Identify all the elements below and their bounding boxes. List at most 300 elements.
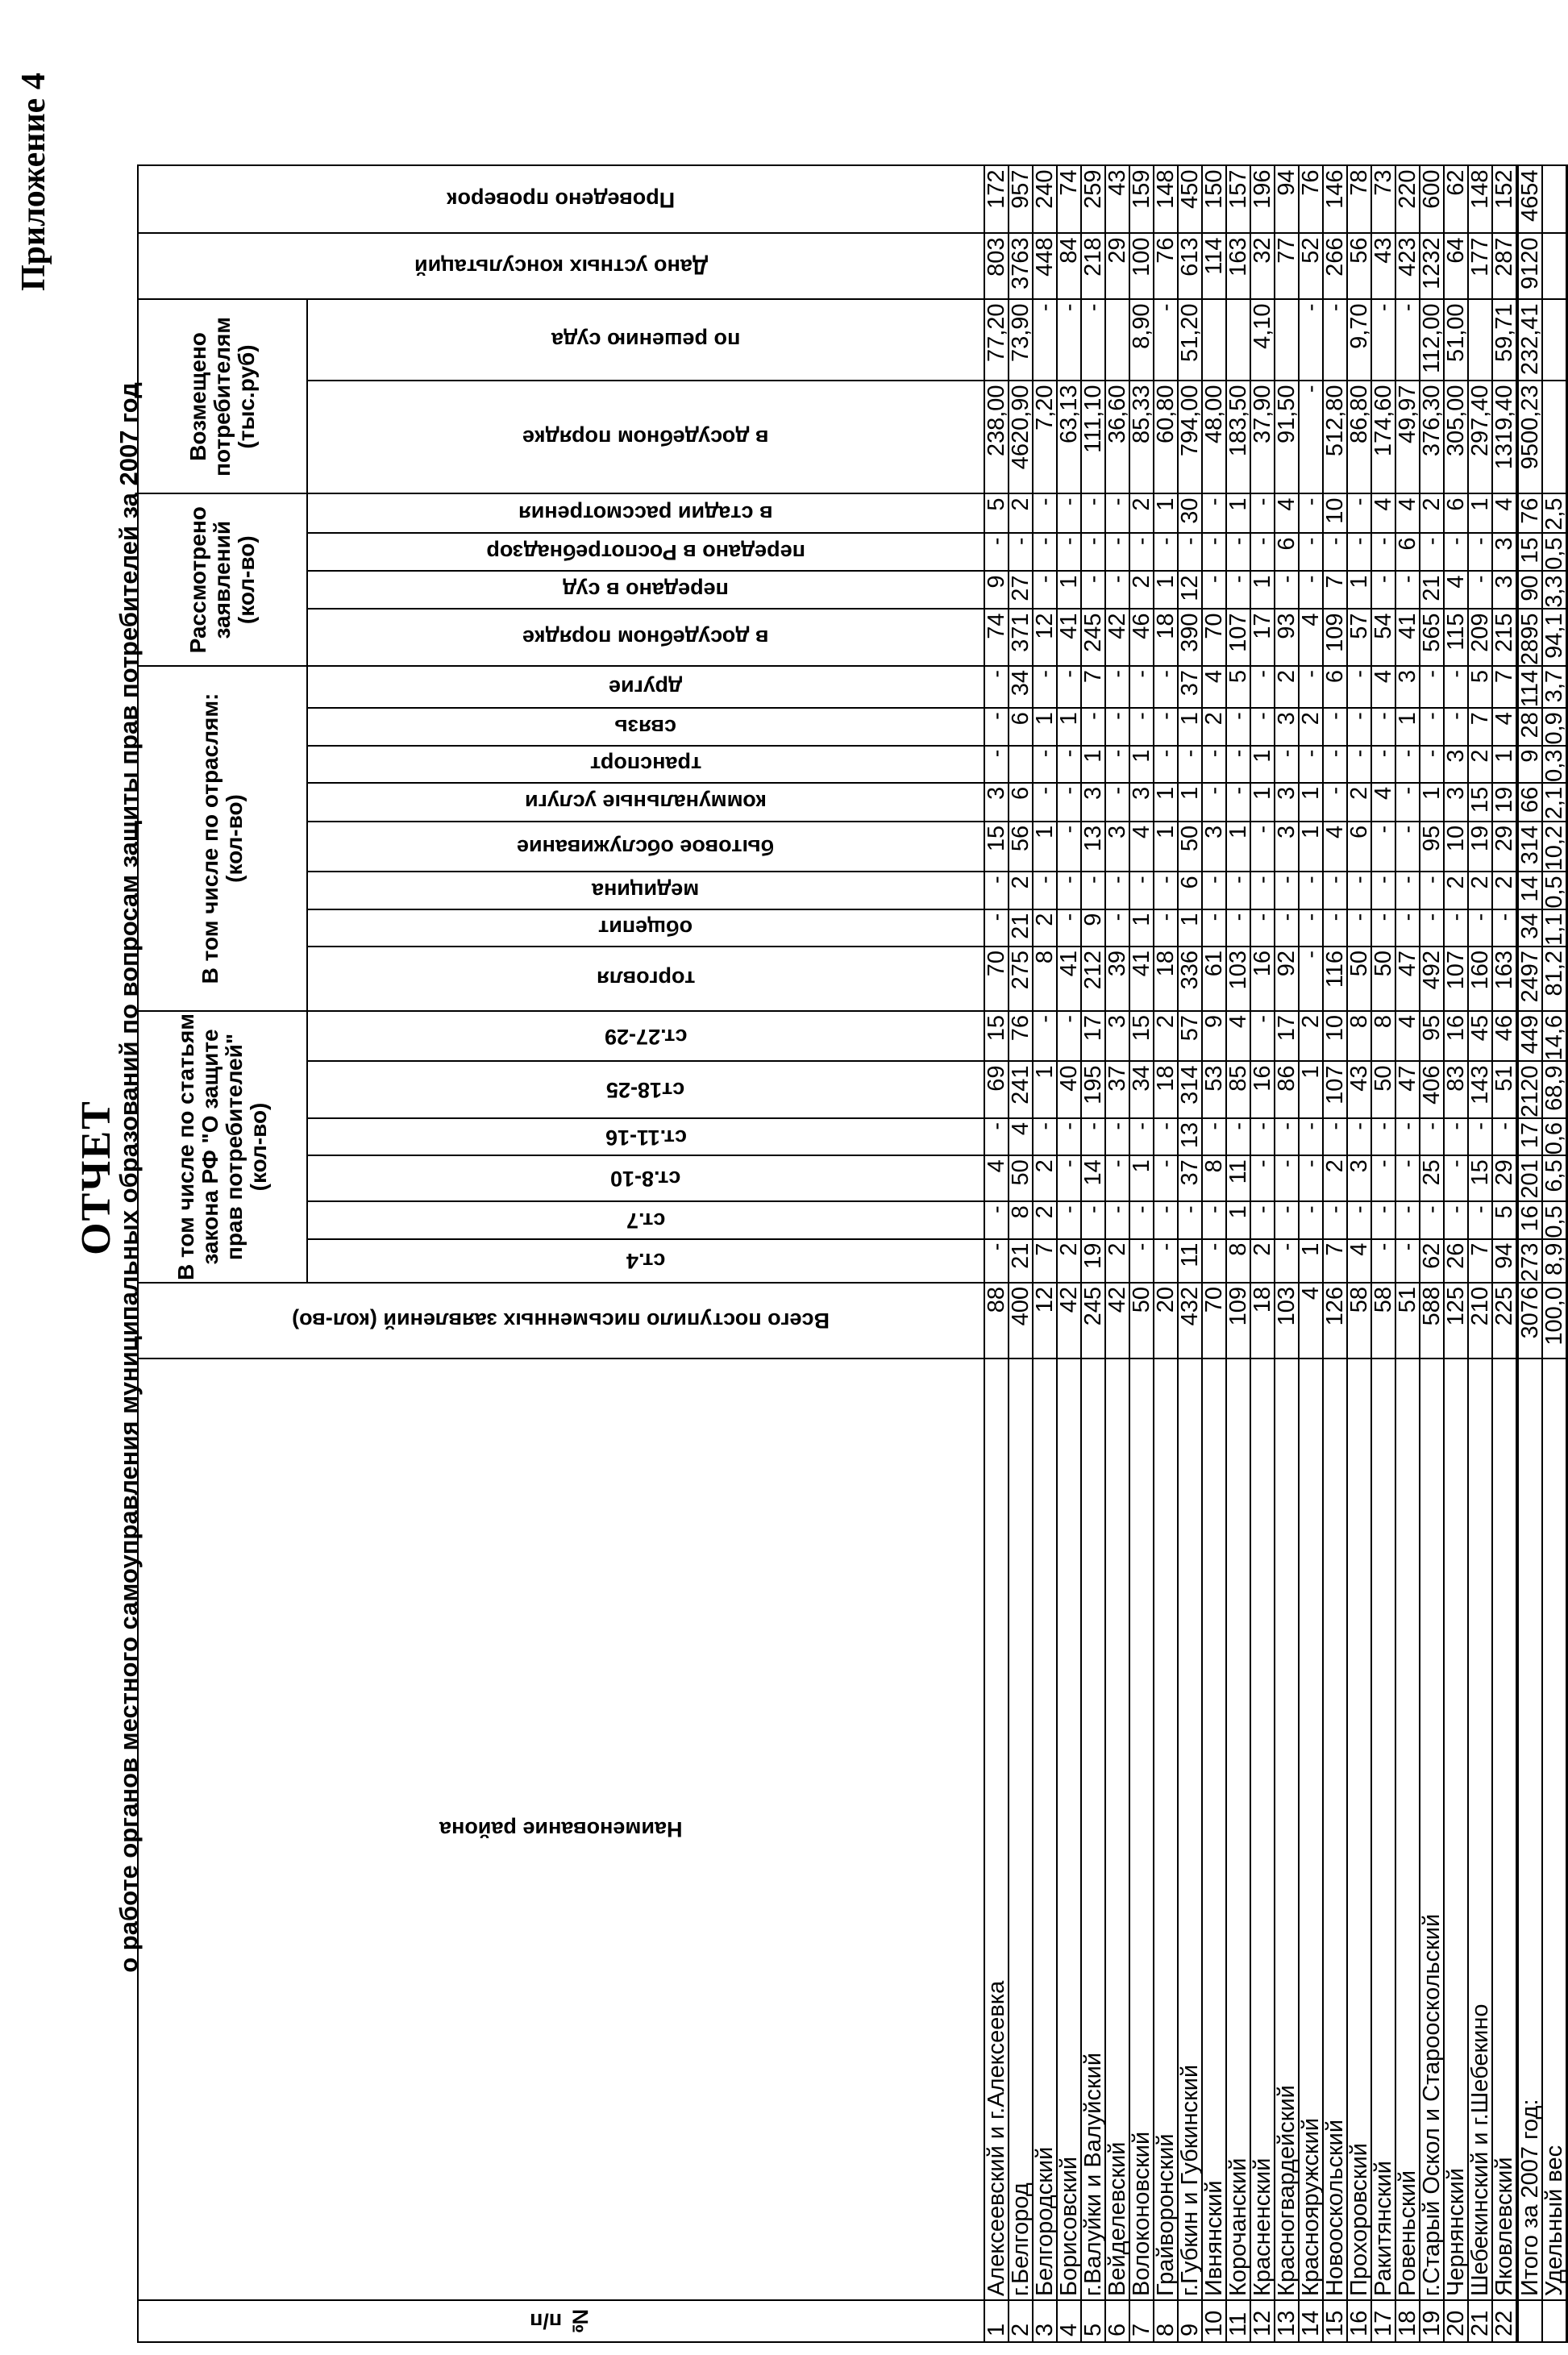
row-value: - <box>1323 783 1347 822</box>
row-number: 17 <box>1371 2300 1395 2342</box>
row-value: - <box>1250 533 1275 571</box>
row-value: 6 <box>1275 533 1299 571</box>
share-row-value <box>1542 233 1567 299</box>
row-value: - <box>1057 872 1081 909</box>
district-name: Корочанский <box>1226 1358 1250 2300</box>
row-value: 18 <box>1250 1283 1275 1358</box>
row-value: 95 <box>1420 1011 1444 1061</box>
row-value: - <box>1202 1201 1226 1238</box>
row-value: 42 <box>1105 1283 1129 1358</box>
row-value: 803 <box>984 233 1009 299</box>
row-value: - <box>1105 746 1129 783</box>
row-value: - <box>1420 533 1444 571</box>
total-row-value: 34 <box>1517 909 1542 947</box>
row-value: 1 <box>1299 783 1323 822</box>
total-row-value: 232,41 <box>1517 299 1542 381</box>
row-value: - <box>1081 872 1105 909</box>
row-value: - <box>1371 571 1395 609</box>
row-value: - <box>1178 1201 1202 1238</box>
row-value: - <box>1033 533 1057 571</box>
row-value: - <box>1275 1239 1299 1283</box>
table-row <box>1178 165 1202 2342</box>
row-value: - <box>1347 666 1371 708</box>
table-row <box>984 165 1009 2342</box>
row-value: 1 <box>1250 746 1275 783</box>
row-value: - <box>1275 872 1299 909</box>
row-value: 8 <box>1226 1239 1250 1283</box>
row-value: - <box>1371 1239 1395 1283</box>
row-value: - <box>1081 708 1105 745</box>
total-row-value: 14 <box>1517 872 1542 909</box>
row-value: 58 <box>1371 1283 1395 1358</box>
row-value: 1 <box>1226 493 1250 533</box>
header-article: ст.27-29 <box>307 1011 984 1061</box>
row-value: 76 <box>1154 233 1178 299</box>
row-value: 1 <box>1250 783 1275 822</box>
row-value: 32 <box>1250 233 1275 299</box>
row-number: 2 <box>1009 2300 1033 2342</box>
share-row-value: 94,1 <box>1542 609 1567 666</box>
row-number: 21 <box>1468 2300 1492 2342</box>
row-value: - <box>984 708 1009 745</box>
row-value: - <box>1395 571 1420 609</box>
row-value: - <box>1081 533 1105 571</box>
row-value: - <box>1395 783 1420 822</box>
row-value: 77 <box>1275 233 1299 299</box>
row-value: 100 <box>1129 233 1154 299</box>
row-value: 8 <box>1009 1201 1033 1238</box>
total-row-value: 4654 <box>1517 165 1542 233</box>
row-value: 73,90 <box>1009 299 1033 381</box>
row-value: 57 <box>1347 609 1371 666</box>
row-value: - <box>1178 746 1202 783</box>
row-value: 7 <box>1492 666 1517 708</box>
row-value: - <box>1371 708 1395 745</box>
row-value: 1 <box>1154 571 1178 609</box>
row-value: 7,20 <box>1033 381 1057 493</box>
row-value: - <box>1395 1239 1420 1283</box>
row-value: - <box>1057 666 1081 708</box>
row-value: 266 <box>1323 233 1347 299</box>
row-value: 25 <box>1420 1155 1444 1201</box>
district-name: Красненский <box>1250 1358 1275 2300</box>
row-value: - <box>1154 746 1178 783</box>
row-value: - <box>984 1201 1009 1238</box>
district-name: Чернянский <box>1444 1358 1468 2300</box>
row-value: 78 <box>1347 165 1371 233</box>
share-row-value: 0,5 <box>1542 1201 1567 1238</box>
share-row-value: 0,6 <box>1542 1118 1567 1155</box>
header-sector: связь <box>307 708 984 745</box>
row-value: 2 <box>1299 1011 1323 1061</box>
share-row-value: 6,5 <box>1542 1155 1567 1201</box>
row-value: - <box>1420 708 1444 745</box>
row-value: 450 <box>1178 165 1202 233</box>
row-value: - <box>1468 909 1492 947</box>
row-value: - <box>1033 493 1057 533</box>
header-sector: медицина <box>307 872 984 909</box>
row-value: 287 <box>1492 233 1517 299</box>
table-row <box>1275 165 1299 2342</box>
header-district: Наименование района <box>138 1358 984 2300</box>
row-value: - <box>1226 571 1250 609</box>
row-value: 3 <box>1492 571 1517 609</box>
row-value: 57 <box>1178 1011 1202 1061</box>
row-value: 6 <box>1444 493 1468 533</box>
district-name: Краснояружский <box>1299 1358 1323 2300</box>
row-value: 51,20 <box>1178 299 1202 381</box>
row-value: 2 <box>1129 493 1154 533</box>
row-value: - <box>1395 1201 1420 1238</box>
row-value: 1 <box>1081 746 1105 783</box>
row-value: 107 <box>1323 1061 1347 1118</box>
row-value: - <box>1105 666 1129 708</box>
table-row <box>1371 165 1395 2342</box>
row-value: 1 <box>1178 783 1202 822</box>
row-value: - <box>1057 1011 1081 1061</box>
row-value: - <box>1202 872 1226 909</box>
row-value: 512,80 <box>1323 381 1347 493</box>
row-value: 12 <box>1178 571 1202 609</box>
row-value: - <box>1081 1118 1105 1155</box>
row-value: 2 <box>1468 746 1492 783</box>
row-value: 3 <box>1129 783 1154 822</box>
row-value: - <box>1371 299 1395 381</box>
row-value: 400 <box>1009 1283 1033 1358</box>
row-value: 21 <box>1420 571 1444 609</box>
header-reviewed-group: Рассмотрено заявлений (кол-во) <box>138 493 307 666</box>
row-value: 41 <box>1129 947 1154 1011</box>
table-row <box>1395 165 1420 2342</box>
row-value: - <box>1468 571 1492 609</box>
row-value: - <box>1129 872 1154 909</box>
row-value: 152 <box>1492 165 1517 233</box>
row-value: 9 <box>984 571 1009 609</box>
table-row <box>1009 165 1033 2342</box>
row-value: - <box>1202 533 1226 571</box>
row-value: 4 <box>1371 783 1395 822</box>
row-value: 16 <box>1250 947 1275 1011</box>
row-value: 47 <box>1395 947 1420 1011</box>
row-value: - <box>1420 872 1444 909</box>
row-value: - <box>1250 822 1275 872</box>
row-value: - <box>1226 783 1250 822</box>
row-value: 146 <box>1323 165 1347 233</box>
row-value: 94 <box>1492 1239 1517 1283</box>
row-number <box>1542 2300 1567 2342</box>
header-sector: коммунальные услуги <box>307 783 984 822</box>
row-value: - <box>1202 909 1226 947</box>
row-value: 86 <box>1275 1061 1299 1118</box>
row-value: 12 <box>1033 609 1057 666</box>
row-value: - <box>1033 783 1057 822</box>
header-compensated: в досудебном порядке <box>307 381 984 493</box>
row-value: 51 <box>1492 1061 1517 1118</box>
row-value: 2 <box>1323 1155 1347 1201</box>
row-value: - <box>1347 708 1371 745</box>
row-value: 76 <box>1009 1011 1033 1061</box>
row-value: - <box>1299 1118 1323 1155</box>
row-value: 4 <box>1226 1011 1250 1061</box>
row-value: - <box>1202 746 1226 783</box>
table-body <box>984 165 1567 2342</box>
row-value: 103 <box>1275 1283 1299 1358</box>
row-value: 51 <box>1395 1283 1420 1358</box>
row-value: 43 <box>1105 165 1129 233</box>
row-value: 36,60 <box>1105 381 1129 493</box>
row-value: 12 <box>1033 1283 1057 1358</box>
table-row <box>1492 165 1517 2342</box>
row-value: 10 <box>1323 1011 1347 1061</box>
row-value: 4 <box>1444 571 1468 609</box>
row-value: 18 <box>1154 609 1178 666</box>
row-value: 19 <box>1081 1239 1105 1283</box>
row-value: 371 <box>1009 609 1033 666</box>
row-value: 1 <box>1033 1061 1057 1118</box>
row-number: 7 <box>1129 2300 1154 2342</box>
district-name: Вейделевский <box>1105 1358 1129 2300</box>
share-row-label: Удельный вес <box>1542 1358 1567 2300</box>
row-value: 29 <box>1492 1155 1517 1201</box>
share-row-value: 8,9 <box>1542 1239 1567 1283</box>
row-value: - <box>1057 533 1081 571</box>
row-value: - <box>1226 1118 1250 1155</box>
row-value: - <box>1299 381 1323 493</box>
row-value: 163 <box>1226 233 1250 299</box>
row-value: 1 <box>1395 708 1420 745</box>
row-value: - <box>1347 746 1371 783</box>
row-value: 10 <box>1444 822 1468 872</box>
row-value: - <box>1323 708 1347 745</box>
row-value: - <box>1323 299 1347 381</box>
row-number: 1 <box>984 2300 1009 2342</box>
row-value: - <box>1395 746 1420 783</box>
row-value: 61 <box>1202 947 1226 1011</box>
share-row-value: 10,2 <box>1542 822 1567 872</box>
row-value: 143 <box>1468 1061 1492 1118</box>
row-value: - <box>1129 1118 1154 1155</box>
row-value: 83 <box>1444 1061 1468 1118</box>
table-row <box>1347 165 1371 2342</box>
row-value: 2 <box>1468 872 1492 909</box>
row-value: - <box>1105 1155 1129 1201</box>
row-value: - <box>1129 666 1154 708</box>
total-row-value: 2497 <box>1517 947 1542 1011</box>
report-title: ОТЧЕТ <box>73 1100 119 1255</box>
row-value: 4 <box>1275 493 1299 533</box>
row-value: 18 <box>1154 1061 1178 1118</box>
total-row-value: 9 <box>1517 746 1542 783</box>
row-value <box>1202 299 1226 381</box>
row-value: - <box>1275 1118 1299 1155</box>
row-value: 50 <box>1371 1061 1395 1118</box>
row-value: 4 <box>1371 666 1395 708</box>
row-value: 3 <box>1275 708 1299 745</box>
row-value: - <box>1444 1201 1468 1238</box>
table-row <box>1202 165 1226 2342</box>
row-value: 4 <box>1009 1118 1033 1155</box>
row-value: 46 <box>1129 609 1154 666</box>
row-value: 4 <box>1395 1011 1420 1061</box>
row-value: 52 <box>1299 233 1323 299</box>
row-value: - <box>1129 1201 1154 1238</box>
district-name: Ивнянский <box>1202 1358 1226 2300</box>
row-value: 4 <box>1299 609 1323 666</box>
table-row <box>1420 165 1444 2342</box>
row-value: - <box>1033 746 1057 783</box>
row-value: - <box>1081 571 1105 609</box>
row-value: 69 <box>984 1061 1009 1118</box>
row-value: 84 <box>1057 233 1081 299</box>
row-value: 51,00 <box>1444 299 1468 381</box>
row-value: - <box>1444 666 1468 708</box>
row-value: - <box>1105 872 1129 909</box>
row-value: 126 <box>1323 1283 1347 1358</box>
row-value: - <box>1033 872 1057 909</box>
row-value: 111,10 <box>1081 381 1105 493</box>
row-value: 29 <box>1492 822 1517 872</box>
district-name: Прохоровский <box>1347 1358 1371 2300</box>
row-value: - <box>1033 1118 1057 1155</box>
row-value: 70 <box>984 947 1009 1011</box>
row-value: - <box>1299 1155 1323 1201</box>
header-article: ст.4 <box>307 1239 984 1283</box>
row-value: 4 <box>1129 822 1154 872</box>
row-value: 7 <box>1323 571 1347 609</box>
row-value: 11 <box>1226 1155 1250 1201</box>
share-row-value: 3,7 <box>1542 666 1567 708</box>
row-value: - <box>1420 909 1444 947</box>
row-value: 94 <box>1275 165 1299 233</box>
row-value: 64 <box>1444 233 1468 299</box>
row-value: 1 <box>1154 783 1178 822</box>
row-value: 3 <box>1105 822 1129 872</box>
row-value: 4 <box>984 1155 1009 1201</box>
row-value: - <box>1105 1118 1129 1155</box>
table-row <box>1057 165 1081 2342</box>
district-name: Ровеньский <box>1395 1358 1420 2300</box>
row-value: - <box>1154 1201 1178 1238</box>
row-value: 5 <box>984 493 1009 533</box>
row-value: 160 <box>1468 947 1492 1011</box>
row-value: - <box>1371 746 1395 783</box>
total-row-value: 9120 <box>1517 233 1542 299</box>
share-row-value: 0,3 <box>1542 746 1567 783</box>
row-value: 957 <box>1009 165 1033 233</box>
row-value: - <box>1081 299 1105 381</box>
row-value: 15 <box>1468 783 1492 822</box>
row-value: 9 <box>1081 909 1105 947</box>
row-value: - <box>1202 1118 1226 1155</box>
row-value: 2 <box>1057 1239 1081 1283</box>
row-value: - <box>1250 708 1275 745</box>
header-oral: Дано устных консультаций <box>138 233 984 299</box>
row-value: 196 <box>1250 165 1275 233</box>
row-value: - <box>1105 493 1129 533</box>
row-value: - <box>1154 1118 1178 1155</box>
row-value: 43 <box>1371 233 1395 299</box>
row-value: - <box>1371 1155 1395 1201</box>
row-value: 245 <box>1081 1283 1105 1358</box>
row-value: 2 <box>1492 872 1517 909</box>
total-row-value: 201 <box>1517 1155 1542 1201</box>
table-row <box>1154 165 1178 2342</box>
row-value: 17 <box>1275 1011 1299 1061</box>
row-value: 157 <box>1226 165 1250 233</box>
row-value: 1 <box>1154 822 1178 872</box>
row-value: 3 <box>1347 1155 1371 1201</box>
row-value: - <box>1226 909 1250 947</box>
row-value: 7 <box>1468 708 1492 745</box>
row-value: 77,20 <box>984 299 1009 381</box>
row-value: - <box>1202 571 1226 609</box>
row-value: 54 <box>1371 609 1395 666</box>
row-value: 6 <box>1347 822 1371 872</box>
row-number: 13 <box>1275 2300 1299 2342</box>
row-value: 183,50 <box>1226 381 1250 493</box>
row-value: 241 <box>1009 1061 1033 1118</box>
total-row <box>1517 165 1542 2342</box>
district-name: г.Валуйки и Валуйский <box>1081 1358 1105 2300</box>
row-value: - <box>1250 872 1275 909</box>
row-value: - <box>1057 746 1081 783</box>
row-value: 215 <box>1492 609 1517 666</box>
row-number: 6 <box>1105 2300 1129 2342</box>
row-value: 2 <box>1154 1011 1178 1061</box>
report-subtitle: о работе органов местного самоуправления муниципальных образований по вопросам защиты прав потребителей за 2007 год <box>114 382 143 1973</box>
row-value <box>1468 299 1492 381</box>
row-value: - <box>1226 872 1250 909</box>
row-value: 6 <box>1178 872 1202 909</box>
row-value: 2 <box>1105 1239 1129 1283</box>
header-compensated-group: Возмещено потребителям (тыс.руб) <box>138 299 307 493</box>
row-value: 1 <box>1129 909 1154 947</box>
row-value: 225 <box>1492 1283 1517 1358</box>
row-value: 95 <box>1420 822 1444 872</box>
row-value: 4 <box>1395 493 1420 533</box>
table-row <box>1250 165 1275 2342</box>
row-value: 8,90 <box>1129 299 1154 381</box>
row-value: 20 <box>1154 1283 1178 1358</box>
row-value: - <box>1129 533 1154 571</box>
row-value: - <box>1154 872 1178 909</box>
table-row <box>1299 165 1323 2342</box>
row-value: 11 <box>1178 1239 1202 1283</box>
share-row-value: 1,1 <box>1542 909 1567 947</box>
share-row-value: 0,5 <box>1542 533 1567 571</box>
row-value: 2 <box>1444 872 1468 909</box>
row-value: 62 <box>1420 1239 1444 1283</box>
row-value: - <box>1033 299 1057 381</box>
district-name: Яковлевский <box>1492 1358 1517 2300</box>
row-value: - <box>1226 708 1250 745</box>
district-name: Шебекинский и г.Шебекино <box>1468 1358 1492 2300</box>
header-compensated: по решению суда <box>307 299 984 381</box>
row-value: - <box>1154 1155 1178 1201</box>
row-value: 314 <box>1178 1061 1202 1118</box>
total-row-value: 15 <box>1517 533 1542 571</box>
row-value: 19 <box>1468 822 1492 872</box>
row-value: 17 <box>1250 609 1275 666</box>
row-value: 18 <box>1154 947 1178 1011</box>
share-row-value: 0,9 <box>1542 708 1567 745</box>
row-value: 245 <box>1081 609 1105 666</box>
row-value: - <box>1492 909 1517 947</box>
row-value: - <box>1420 1201 1444 1238</box>
row-value: - <box>1299 299 1323 381</box>
row-value: 116 <box>1323 947 1347 1011</box>
row-value: 3 <box>1492 533 1517 571</box>
